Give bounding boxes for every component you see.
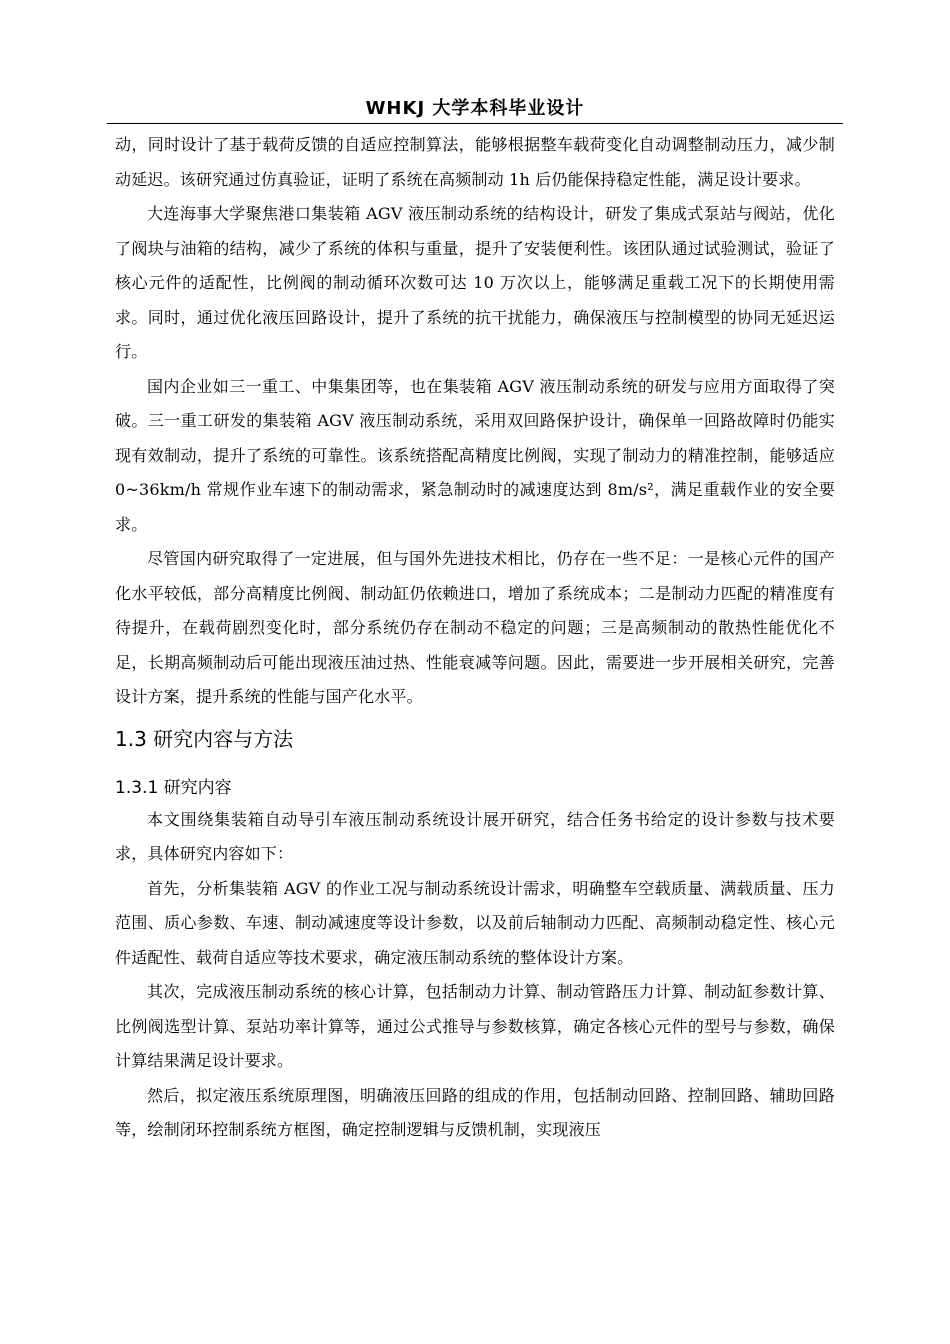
page-body [115, 128, 835, 1148]
paragraph-shortcomings: 尽管国内研究取得了一定进展，但与国外先进技术相比，仍存在一些不足：一是核心元件的国产化水平较低，部分高精度比例阀、制动缸仍依赖进口，增加了系统成本；二是制动力匹配的精准度有待提升，在载荷剧烈变化时，部分系统仍存在制动不稳定的问题；三是高频制动的散热性能优化不足，长期高频制动后可能出现液压油过热、性能衰减等问题。因此，需要进一步开展相关研究，完善设计方案，提升系统的性能与国产化水平。 [115, 549, 835, 706]
header-divider [107, 123, 843, 124]
paragraph-first: 首先，分析集装箱 AGV 的作业工况与制动系统设计需求，明确整车空载质量、满载质量、压力范围、质心参数、车速、制动减速度等设计参数，以及前后轴制动力匹配、高频制动稳定性、核心元件适配性、载荷自适应等技术要求，确定液压制动系统的整体设计方案。 [115, 878, 835, 967]
page-header: WHKJ 大学本科毕业设计 [365, 98, 585, 119]
paragraph-domestic-companies: 国内企业如三一重工、中集集团等，也在集装箱 AGV 液压制动系统的研发与应用方面取得了突破。三一重工研发的集装箱 AGV 液压制动系统，采用双回路保护设计，确保单一回路故障时仍能实现有效制动，提升了系统的可靠性。该系统搭配高精度比例阀，实现了制动力的精准控制，能够适应 0~36km/h 常规作业车速下的制动需求，紧急制动时的减速度达到 8m/s²，满足重载作业的安全要求。 [115, 376, 835, 534]
paragraph-intro: 本文围绕集装箱自动导引车液压制动系统设计展开研究，结合任务书给定的设计参数与技术要求，具体研究内容如下： [115, 809, 835, 863]
paragraph-second: 其次，完成液压制动系统的核心计算，包括制动力计算、制动管路压力计算、制动缸参数计算、比例阀选型计算、泵站功率计算等，通过公式推导与参数核算，确定各核心元件的型号与参数，确保计算结果满足设计要求。 [115, 982, 835, 1070]
paragraph-then: 然后，拟定液压系统原理图，明确液压回路的组成的作用，包括制动回路、控制回路、辅助回路等，绘制闭环控制系统方框图，确定控制逻辑与反馈机制，实现液压 [115, 1085, 835, 1139]
subsection-heading: 1.3.1 研究内容 [115, 777, 232, 798]
paragraph-continued: 动，同时设计了基于载荷反馈的自适应控制算法，能够根据整车载荷变化自动调整制动压力，减少制动延迟。该研究通过仿真验证，证明了系统在高频制动 1h 后仍能保持稳定性能，满足设计要求。 [115, 135, 835, 189]
section-heading: 1.3 研究内容与方法 [115, 726, 294, 751]
paragraph-dalian-maritime: 大连海事大学聚焦港口集装箱 AGV 液压制动系统的结构设计，研发了集成式泵站与阀站，优化了阀块与油箱的结构，减少了系统的体积与重量，提升了安装便利性。该团队通过试验测试，验证了核心元件的适配性，比例阀的制动循环次数可达 10 万次以上，能够满足重载工况下的长期使用需求。同时，通过优化液压回路设计，提升了系统的抗干扰能力，确保液压与控制模型的协同无延迟运行。 [115, 204, 835, 361]
